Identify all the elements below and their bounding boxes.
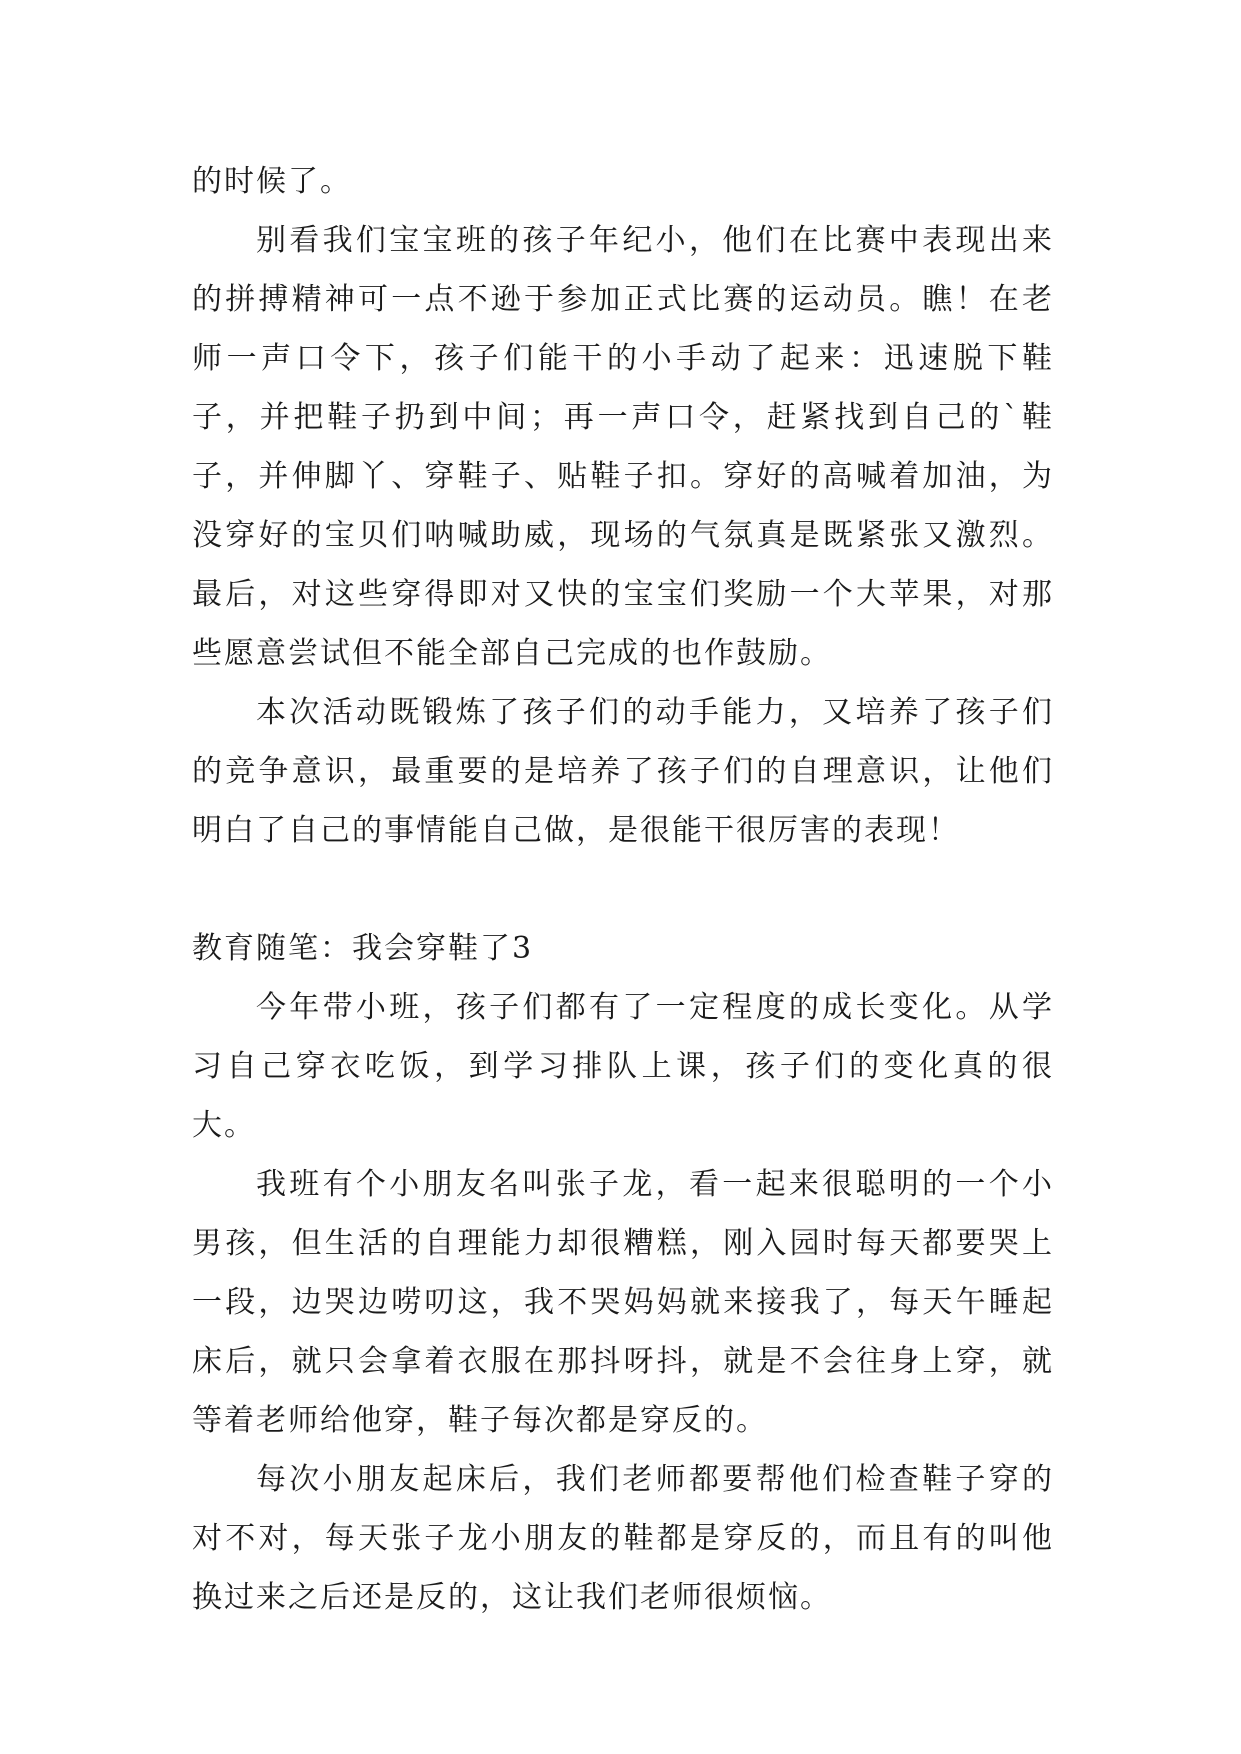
paragraph-zhang-zilong: 我班有个小朋友名叫张子龙，看一起来很聪明的一个小男孩，但生活的自理能力却很糟糕，刚入园时每天都要哭上一段，边哭边唠叨这，我不哭妈妈就来接我了，每天午睡起床后，就只会拿着衣服在那抖呀抖，就是不会往身上穿，就等着老师给他穿，鞋子每次都是穿反的。	[192, 1167, 1054, 1438]
paragraph-continuation: 的时候了。	[192, 164, 352, 199]
paragraph-competition: 别看我们宝宝班的孩子年纪小，他们在比赛中表现出来的拼搏精神可一点不逊于参加正式比赛的运动员。瞧！在老师一声口令下，孩子们能干的小手动了起来：迅速脱下鞋子，并把鞋子扔到中间；再一声口令，赶紧找到自己的`鞋子，并伸脚丫、穿鞋子、贴鞋子扣。穿好的高喊着加油，为没穿好的宝贝们呐喊助威，现场的气氛真是既紧张又激烈。最后，对这些穿得即对又快的宝宝们奖励一个大苹果，对那些愿意尝试但不能全部自己完成的也作鼓励。	[192, 223, 1054, 671]
paragraph-shoe-check: 每次小朋友起床后，我们老师都要帮他们检查鞋子穿的对不对，每天张子龙小朋友的鞋都是穿反的，而且有的叫他换过来之后还是反的，这让我们老师很烦恼。	[192, 1462, 1054, 1615]
document-body	[192, 152, 1054, 1627]
paragraph-intro: 今年带小班，孩子们都有了一定程度的成长变化。从学习自己穿衣吃饭，到学习排队上课，孩子们的变化真的很大。	[192, 990, 1054, 1143]
section-heading: 教育随笔：我会穿鞋了3	[192, 931, 534, 966]
paragraph-summary: 本次活动既锻炼了孩子们的动手能力，又培养了孩子们的竞争意识，最重要的是培养了孩子们的自理意识，让他们明白了自己的事情能自己做，是很能干很厉害的表现！	[192, 695, 1054, 848]
